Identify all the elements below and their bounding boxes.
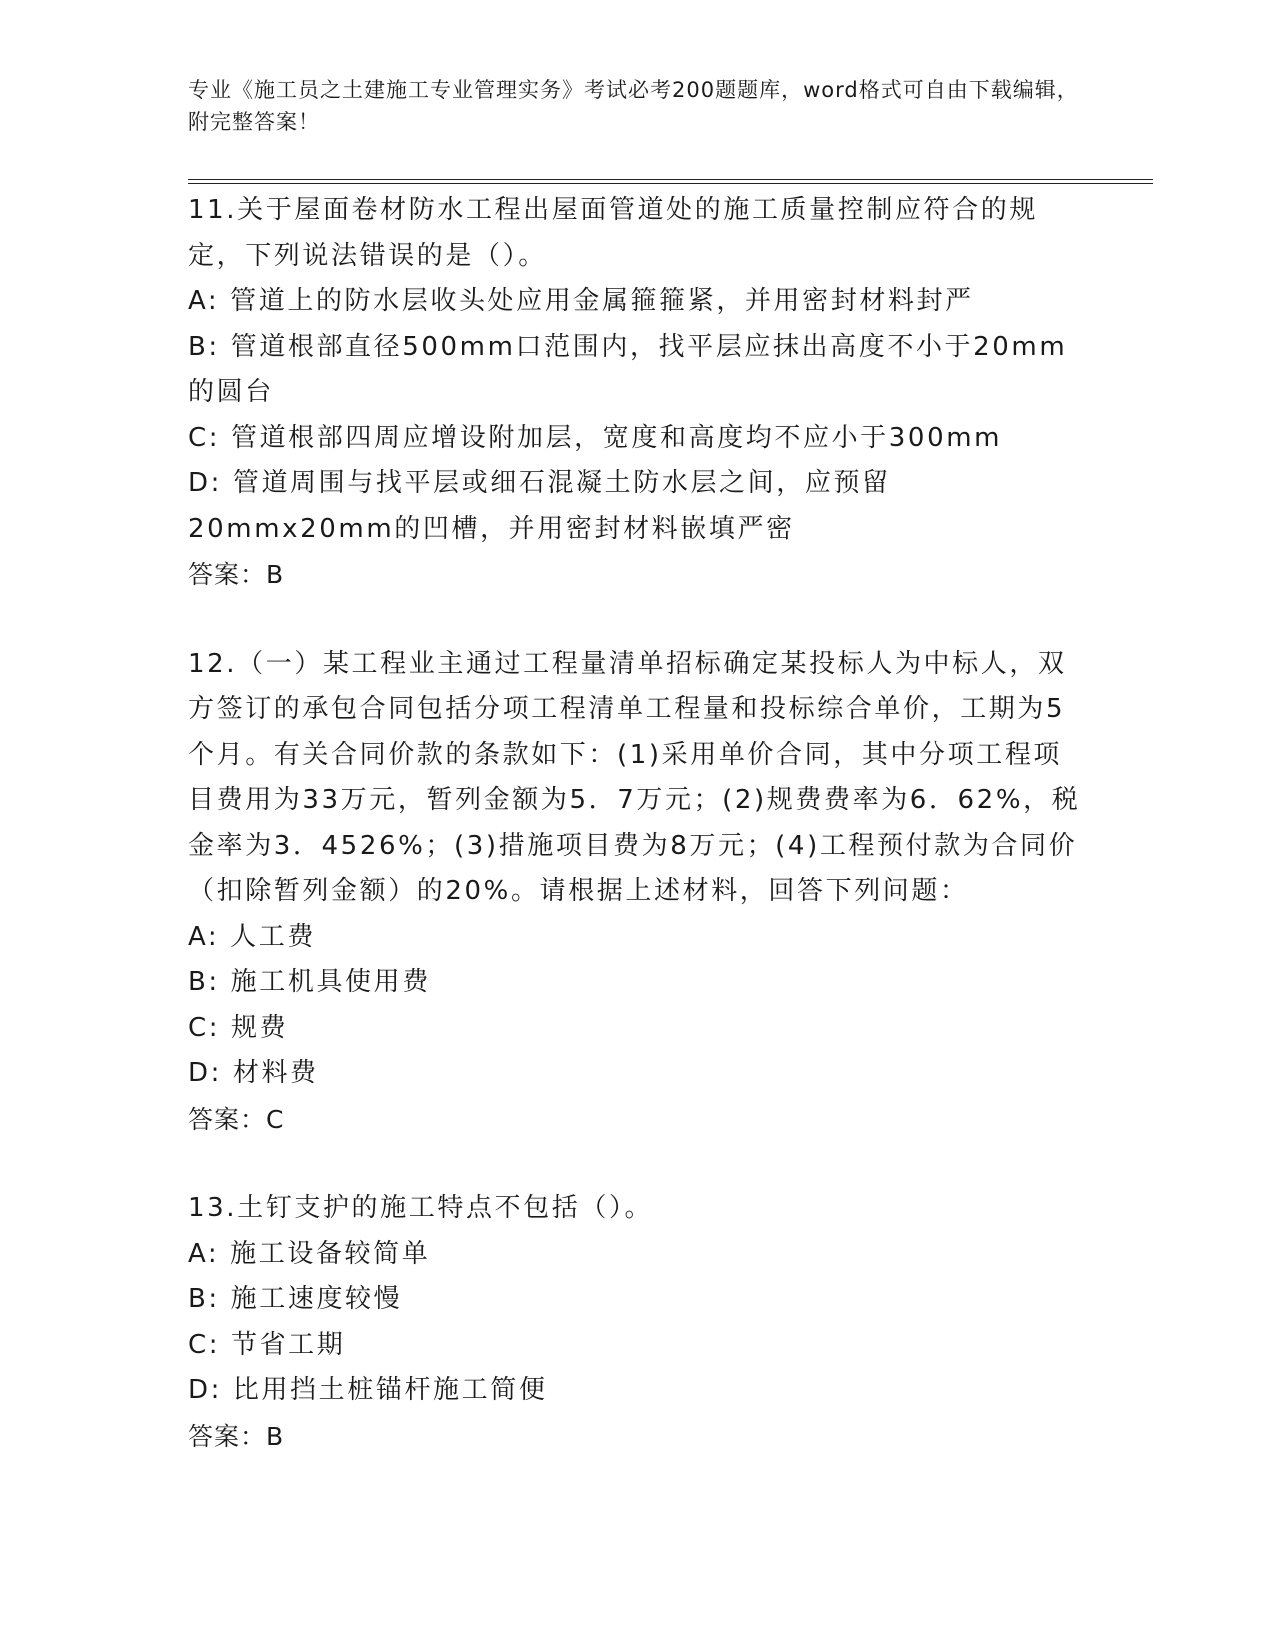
question-stem: 11.关于屋面卷材防水工程出屋面管道处的施工质量控制应符合的规定，下列说法错误的是（）。 bbox=[188, 195, 1038, 271]
option-c: C: 节省工期 bbox=[188, 1329, 346, 1360]
answer-line: 答案：C bbox=[188, 1104, 285, 1134]
question-12 bbox=[188, 642, 1088, 1143]
header-rule-top bbox=[188, 179, 1153, 180]
question-list bbox=[188, 188, 1088, 1503]
option-d: D: 比用挡土桩锚杆施工简便 bbox=[188, 1375, 548, 1405]
answer-line: 答案：B bbox=[188, 1421, 285, 1451]
option-d: D: 材料费 bbox=[188, 1058, 319, 1088]
option-b: B: 施工速度较慢 bbox=[188, 1284, 403, 1314]
question-11 bbox=[188, 188, 1088, 598]
document-header: 专业《施工员之土建施工专业管理实务》考试必考200题题库，word格式可自由下载编辑，附完整答案！ bbox=[188, 78, 1079, 134]
option-c: C: 规费 bbox=[188, 1012, 289, 1043]
answer-line: 答案：B bbox=[188, 560, 285, 589]
question-stem: 12.（一）某工程业主通过工程量清单招标确定某投标人为中标人，双方签订的承包合同包括分项工程清单工程量和投标综合单价，工期为5个月。有关合同价款的条款如下：(1)采用单价合同，其中分项工程项目费用为33万元，暂列金额为5．7万元；(2)规费费率为6．62%，税金率为3．4526%；(3)措施项目费为8万元；(4)工程预付款为合同价（扣除暂列金额）的20%。请根据上述材料，回答下列问题： bbox=[188, 648, 1081, 906]
header-rule-bottom bbox=[188, 183, 1153, 184]
option-b: B: 施工机具使用费 bbox=[188, 967, 431, 997]
question-stem: 13.土钉支护的施工特点不包括（）。 bbox=[188, 1193, 654, 1223]
option-a: A: 管道上的防水层收头处应用金属箍箍紧，并用密封材料封严 bbox=[188, 286, 974, 316]
option-c: C: 管道根部四周应增设附加层，宽度和高度均不应小于300mm bbox=[188, 422, 1003, 453]
option-a: A: 施工设备较简单 bbox=[188, 1238, 431, 1269]
option-b: B: 管道根部直径500mm口范围内，找平层应抹出高度不小于20mm的圆台 bbox=[188, 331, 1068, 407]
option-a: A: 人工费 bbox=[188, 921, 316, 952]
option-d: D: 管道周围与找平层或细石混凝土防水层之间，应预留20mmx20mm的凹槽，并用密封材料嵌填严密 bbox=[188, 468, 891, 544]
question-13 bbox=[188, 1186, 1088, 1459]
